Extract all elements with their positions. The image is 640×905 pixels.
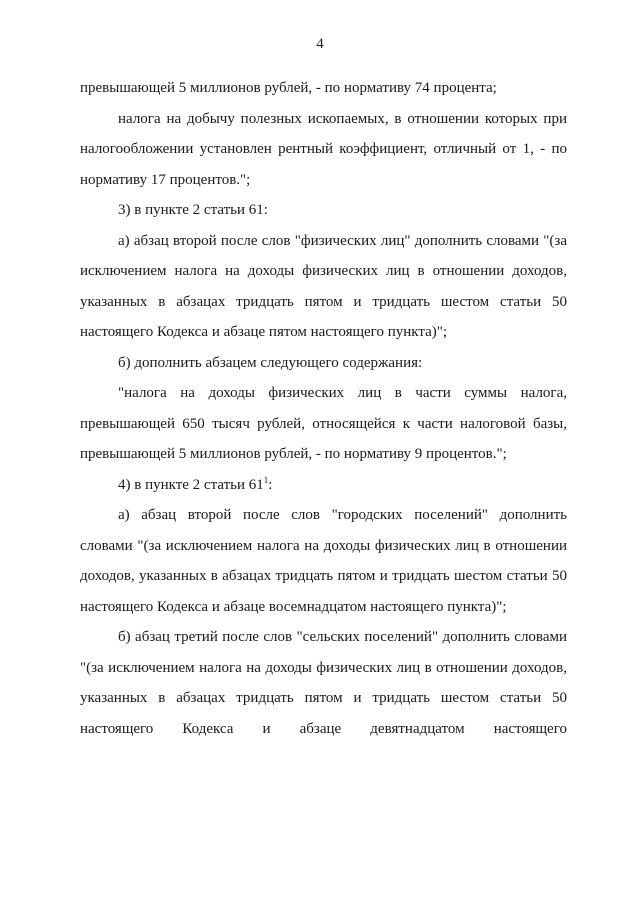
paragraph-continuation: превышающей 5 миллионов рублей, - по нормативу 74 процента; bbox=[80, 80, 497, 96]
paragraph-item-3: 3) в пункте 2 статьи 61: bbox=[118, 202, 268, 218]
paragraph-mineral-tax: налога на добычу полезных ископаемых, в отношении которых при налогообложении установлен рентный коэффициент, отличный от 1, - по нормативу 17 процентов."; bbox=[80, 110, 567, 188]
paragraph-item-4b: б) абзац третий после слов "сельских поселений" дополнить словами "(за исключением налога на доходы физических лиц в отношении доходов, указанных в абзацах тридцать пятом и тридцать шестом статьи 50 настоящего Кодекса и абзаце девятнадцатом настоящего bbox=[80, 629, 567, 737]
paragraph-item-4-colon: : bbox=[268, 476, 273, 493]
page-number: 4 bbox=[316, 36, 324, 52]
article-superscript: 1 bbox=[263, 474, 269, 485]
paragraph-item-4a: а) абзац второй после слов "городских поселений" дополнить словами "(за исключением налога на доходы физических лиц в отношении доходов, указанных в абзацах тридцать пятом и тридцать шестом статьи 50 настоящего Кодекса и абзаце восемнадцатом настоящего пункта)"; bbox=[80, 507, 567, 615]
paragraph-item-4 bbox=[80, 470, 567, 501]
paragraph-item-3a: а) абзац второй после слов "физических лиц" дополнить словами "(за исключением налога на доходы физических лиц в отношении доходов, указанных в абзацах тридцать пятом и тридцать шестом статьи 50 настоящего Кодекса и абзаце пятом настоящего пункта)"; bbox=[80, 232, 567, 340]
paragraph-item-4-text: 4) в пункте 2 статьи 61 bbox=[118, 476, 264, 493]
document-body bbox=[80, 73, 567, 744]
paragraph-item-3b: б) дополнить абзацем следующего содержания: bbox=[118, 354, 423, 371]
paragraph-income-tax-quote: "налога на доходы физических лиц в части суммы налога, превышающей 650 тысяч рублей, относящейся к части налоговой базы, превышающей 5 миллионов рублей, - по нормативу 9 процентов."; bbox=[80, 385, 567, 462]
